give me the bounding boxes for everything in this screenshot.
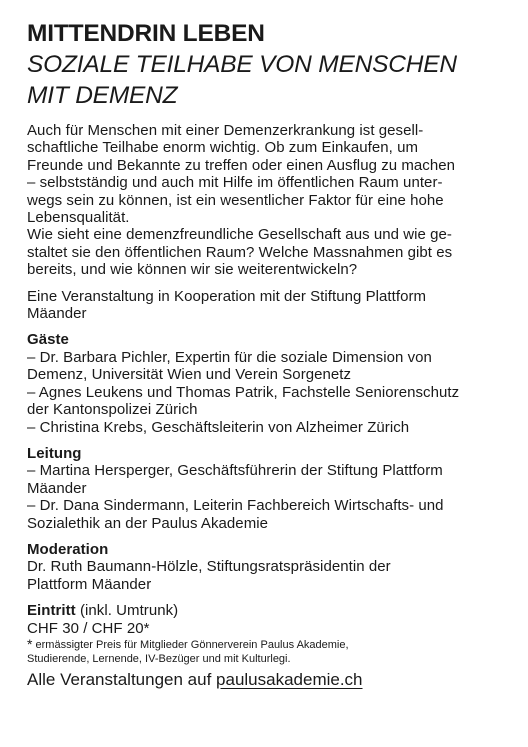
admission-heading-suffix: (inkl. Umtrunk): [75, 602, 179, 620]
spacer: [27, 322, 517, 331]
moderation-section: [27, 541, 517, 593]
admission-footnote: [27, 637, 517, 666]
cooperation-line: Mäander: [27, 305, 87, 323]
admission-price: CHF 30 / CHF 20*: [27, 619, 150, 637]
spacer: [27, 436, 517, 445]
intro-line: wegs sein zu können, ist ein wesentlicher Faktor für eine hohe: [27, 191, 444, 209]
event-title: MITTENDRIN LEBEN: [27, 20, 265, 47]
event-subtitle: [27, 49, 517, 111]
intro-line: staltet sie den öffentlichen Raum? Welche Massnahmen gibt es: [27, 243, 453, 261]
spacer: [27, 593, 517, 602]
intro-line: Lebensqualität.: [27, 209, 130, 227]
spacer: [27, 279, 517, 288]
leadership-section: [27, 445, 517, 532]
intro-line: schaftliche Teilhabe enorm wichtig. Ob zum Einkaufen, um: [27, 139, 419, 157]
event-flyer: [27, 18, 517, 691]
footer-line: [27, 669, 517, 691]
leadership-line: – Martina Hersperger, Geschäftsführerin der Stiftung Plattform: [27, 462, 443, 480]
intro-line: Auch für Menschen mit einer Demenzerkrankung ist gesell-: [27, 122, 424, 139]
cooperation-note: [27, 288, 517, 323]
leadership-line: Mäander: [27, 479, 87, 497]
guest-line: der Kantonspolizei Zürich: [27, 401, 198, 419]
guests-section: [27, 331, 517, 435]
admission-heading: Eintritt: [27, 602, 76, 620]
admission-section: [27, 602, 517, 637]
moderation-line: Dr. Ruth Baumann-Hölzle, Stiftungsratspräsidentin der: [27, 558, 391, 576]
intro-line: Wie sieht eine demenzfreundliche Gesellschaft aus und wie ge-: [27, 226, 452, 244]
footnote-line: Studierende, Lernende, IV-Bezüger und mit Kulturlegi.: [27, 652, 291, 665]
guests-heading: Gäste: [27, 331, 69, 349]
footnote-line: ermässigter Preis für Mitglieder Gönnerverein Paulus Akademie,: [32, 638, 349, 651]
moderation-heading: Moderation: [27, 540, 109, 558]
leadership-line: Sozialethik an der Paulus Akademie: [27, 514, 269, 532]
website-link[interactable]: paulusakademie.ch: [216, 669, 363, 689]
subtitle-line: MIT DEMENZ: [27, 82, 178, 109]
guest-line: – Dr. Barbara Pichler, Expertin für die soziale Dimension von: [27, 348, 432, 366]
spacer: [27, 532, 517, 541]
subtitle-line: SOZIALE TEILHABE VON MENSCHEN: [27, 51, 457, 78]
guest-line: Demenz, Universität Wien und Verein Sorgenetz: [27, 366, 352, 384]
cooperation-line: Eine Veranstaltung in Kooperation mit der Stiftung Plattform: [27, 287, 427, 305]
admission-heading-line: [27, 602, 517, 619]
intro-line: – selbstständig und auch mit Hilfe im öffentlichen Raum unter-: [27, 174, 443, 192]
guest-line: – Christina Krebs, Geschäftsleiterin von Alzheimer Zürich: [27, 418, 410, 436]
leadership-line: – Dr. Dana Sindermann, Leiterin Fachbereich Wirtschafts- und: [27, 497, 444, 515]
moderation-line: Plattform Mäander: [27, 575, 152, 593]
guest-line: – Agnes Leukens und Thomas Patrik, Fachstelle Seniorenschutz: [27, 383, 460, 401]
leadership-heading: Leitung: [27, 444, 82, 462]
intro-line: bereits, und wie können wir sie weiterentwickeln?: [27, 261, 358, 279]
footnote-star: *: [27, 635, 33, 652]
intro-line: Freunde und Bekannte zu treffen oder einen Ausflug zu machen: [27, 156, 456, 174]
intro-paragraph: [27, 122, 517, 279]
footer-text: Alle Veranstaltungen auf: [27, 669, 217, 689]
